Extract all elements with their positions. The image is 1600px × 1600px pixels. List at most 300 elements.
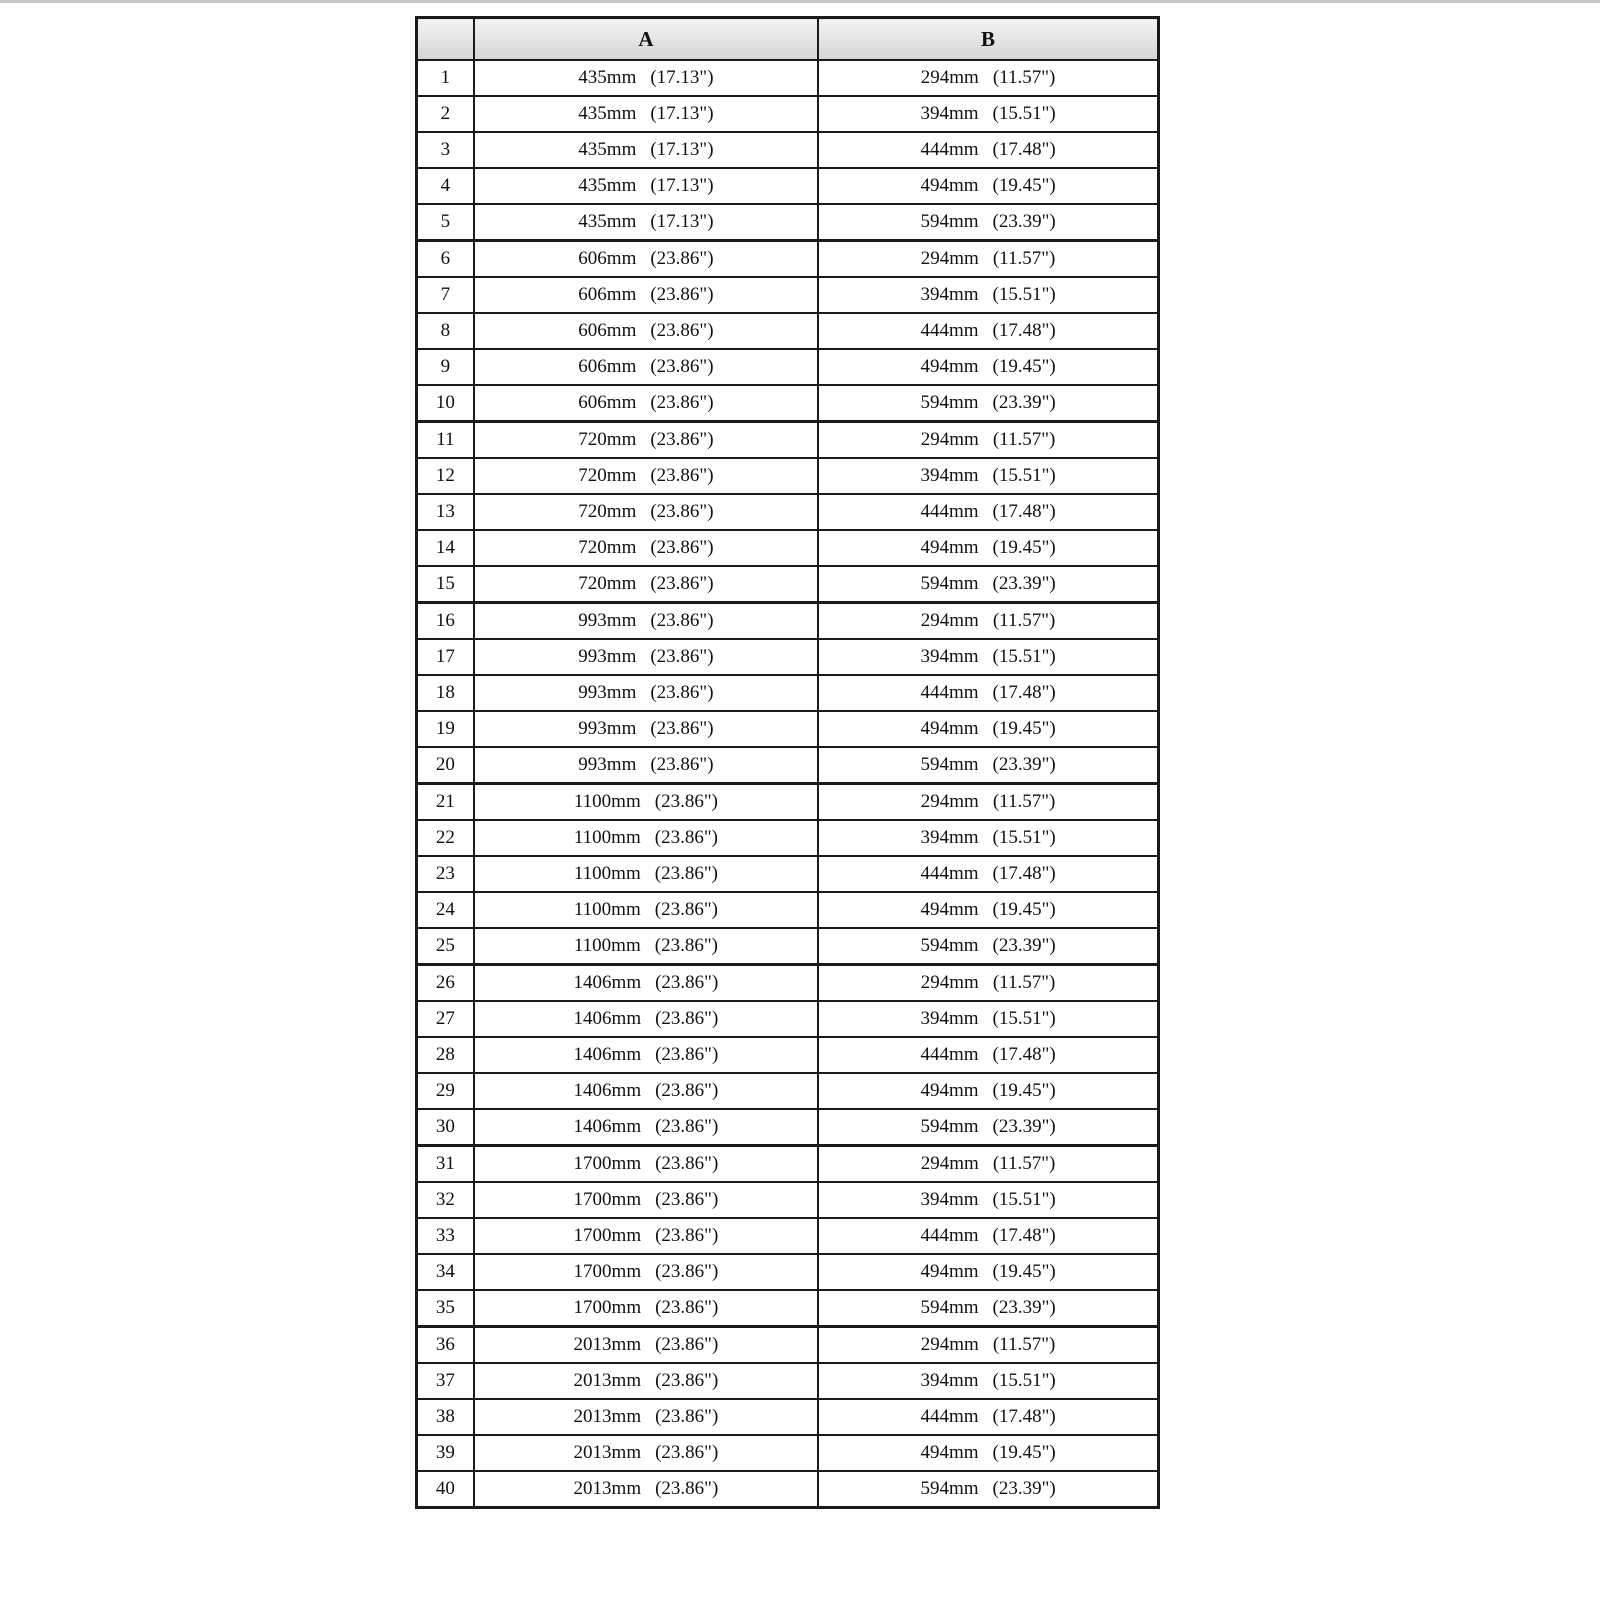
dimension-a-cell <box>474 928 818 965</box>
dimension-b-cell <box>818 1109 1158 1146</box>
dimension-b-cell <box>818 168 1158 204</box>
dimension-b-cell <box>818 711 1158 747</box>
dimension-b-cell <box>818 313 1158 349</box>
dimension-a-inches: (23.86") <box>650 646 714 667</box>
dimension-a-mm: 1406mm <box>573 1044 642 1065</box>
dimension-b-cell <box>818 603 1158 640</box>
dimension-a-mm: 606mm <box>578 356 637 377</box>
dimension-a-cell <box>474 784 818 821</box>
dimension-b-cell <box>818 458 1158 494</box>
dimension-a-cell <box>474 1218 818 1254</box>
dimension-b-mm: 494mm <box>920 718 979 739</box>
dimension-b-cell <box>818 1327 1158 1364</box>
table-row <box>417 349 1159 385</box>
dimension-b-cell <box>818 422 1158 459</box>
dimension-b-inches: (23.39") <box>992 392 1056 413</box>
dimension-b-cell <box>818 566 1158 603</box>
row-number: 19 <box>417 711 474 747</box>
dimension-b-inches: (17.48") <box>992 501 1056 522</box>
dimension-b-inches: (23.39") <box>992 1116 1056 1137</box>
dimension-b-inches: (17.48") <box>992 863 1056 884</box>
dimension-b-mm: 494mm <box>920 899 979 920</box>
dimension-a-cell <box>474 747 818 784</box>
dimension-b-mm: 444mm <box>920 1044 979 1065</box>
dimension-a-cell <box>474 1363 818 1399</box>
row-number: 32 <box>417 1182 474 1218</box>
row-number: 4 <box>417 168 474 204</box>
dimension-a-cell <box>474 1109 818 1146</box>
dimension-a-inches: (23.86") <box>655 972 719 993</box>
table-row <box>417 1435 1159 1471</box>
dimension-a-cell <box>474 313 818 349</box>
dimension-b-cell <box>818 965 1158 1002</box>
row-number: 27 <box>417 1001 474 1037</box>
table-row <box>417 675 1159 711</box>
dimension-a-inches: (17.13") <box>650 175 714 196</box>
dimension-a-mm: 993mm <box>578 610 637 631</box>
dimension-b-mm: 394mm <box>920 646 979 667</box>
dimension-b-mm: 494mm <box>920 175 979 196</box>
dimension-b-cell <box>818 1182 1158 1218</box>
dimension-b-mm: 444mm <box>920 682 979 703</box>
dimension-a-mm: 720mm <box>578 429 637 450</box>
dimension-b-mm: 594mm <box>920 1116 979 1137</box>
row-number: 39 <box>417 1435 474 1471</box>
dimension-a-inches: (23.86") <box>650 754 714 775</box>
dimension-b-mm: 294mm <box>920 610 979 631</box>
dimension-a-cell <box>474 1327 818 1364</box>
dimension-a-inches: (23.86") <box>654 935 718 956</box>
dimension-a-mm: 2013mm <box>573 1334 642 1355</box>
dimension-b-inches: (19.45") <box>992 899 1056 920</box>
header-column-a: A <box>474 18 818 61</box>
row-number: 30 <box>417 1109 474 1146</box>
dimension-a-inches: (23.86") <box>650 284 714 305</box>
row-number: 16 <box>417 603 474 640</box>
dimension-b-cell <box>818 241 1158 278</box>
dimension-a-inches: (23.86") <box>650 682 714 703</box>
dimension-a-cell <box>474 820 818 856</box>
dimension-b-mm: 594mm <box>920 1297 979 1318</box>
dimension-b-inches: (19.45") <box>992 1080 1056 1101</box>
dimension-a-inches: (23.86") <box>650 248 714 269</box>
dimension-b-cell <box>818 1399 1158 1435</box>
dimension-b-mm: 294mm <box>920 1153 979 1174</box>
dimension-b-cell <box>818 747 1158 784</box>
dimension-a-cell <box>474 892 818 928</box>
dimension-b-mm: 294mm <box>920 1334 979 1355</box>
dimension-b-mm: 594mm <box>920 1478 979 1499</box>
dimension-a-mm: 1406mm <box>573 1080 642 1101</box>
dimension-a-inches: (23.86") <box>655 1189 719 1210</box>
dimension-b-mm: 294mm <box>920 67 979 88</box>
dimension-b-cell <box>818 892 1158 928</box>
dimension-b-mm: 444mm <box>920 139 979 160</box>
dimension-b-cell <box>818 1037 1158 1073</box>
row-number: 18 <box>417 675 474 711</box>
dimension-a-cell <box>474 168 818 204</box>
dimension-a-inches: (23.86") <box>654 827 718 848</box>
dimension-a-cell <box>474 1399 818 1435</box>
table-row <box>417 241 1159 278</box>
dimension-a-mm: 606mm <box>578 320 637 341</box>
dimension-a-cell <box>474 422 818 459</box>
dimension-b-inches: (19.45") <box>992 175 1056 196</box>
dimension-b-inches: (15.51") <box>992 827 1056 848</box>
dimension-b-inches: (15.51") <box>992 646 1056 667</box>
dimension-a-inches: (23.86") <box>655 1370 719 1391</box>
dimension-a-inches: (23.86") <box>650 320 714 341</box>
table-row <box>417 1182 1159 1218</box>
dimension-b-cell <box>818 820 1158 856</box>
dimension-a-cell <box>474 277 818 313</box>
dimension-b-inches: (11.57") <box>992 1334 1056 1355</box>
dimension-a-mm: 720mm <box>578 465 637 486</box>
dimension-b-inches: (15.51") <box>992 1370 1056 1391</box>
dimension-a-mm: 435mm <box>578 175 637 196</box>
dimension-a-inches: (23.86") <box>655 1225 719 1246</box>
table-row <box>417 132 1159 168</box>
table-row <box>417 1290 1159 1327</box>
dimension-a-mm: 1700mm <box>573 1153 642 1174</box>
table-row <box>417 1001 1159 1037</box>
row-number: 24 <box>417 892 474 928</box>
dimension-a-inches: (17.13") <box>650 103 714 124</box>
dimension-b-cell <box>818 1471 1158 1508</box>
table-row <box>417 747 1159 784</box>
dimension-b-cell <box>818 349 1158 385</box>
dimension-a-cell <box>474 1037 818 1073</box>
table-row <box>417 204 1159 241</box>
dimension-a-inches: (23.86") <box>655 1478 719 1499</box>
dimension-b-mm: 594mm <box>920 754 979 775</box>
dimension-a-mm: 1700mm <box>573 1225 642 1246</box>
dimension-b-cell <box>818 1363 1158 1399</box>
table-row <box>417 1146 1159 1183</box>
dimension-b-inches: (23.39") <box>992 1297 1056 1318</box>
dimension-b-mm: 394mm <box>920 827 979 848</box>
dimension-a-inches: (23.86") <box>650 429 714 450</box>
dimension-a-cell <box>474 856 818 892</box>
dimension-b-mm: 394mm <box>920 1370 979 1391</box>
dimension-b-inches: (11.57") <box>992 429 1056 450</box>
dimension-a-mm: 2013mm <box>573 1442 642 1463</box>
dimension-a-inches: (23.86") <box>655 1442 719 1463</box>
row-number: 34 <box>417 1254 474 1290</box>
dimension-a-cell <box>474 639 818 675</box>
dimension-a-inches: (23.86") <box>655 1334 719 1355</box>
table-row <box>417 385 1159 422</box>
dimension-a-cell <box>474 603 818 640</box>
row-number: 37 <box>417 1363 474 1399</box>
dimension-b-mm: 294mm <box>920 429 979 450</box>
table-row <box>417 566 1159 603</box>
dimension-b-mm: 294mm <box>920 248 979 269</box>
table-row <box>417 422 1159 459</box>
dimension-a-cell <box>474 96 818 132</box>
dimension-b-cell <box>818 277 1158 313</box>
table-row <box>417 784 1159 821</box>
dimension-a-mm: 2013mm <box>573 1478 642 1499</box>
table-row <box>417 1399 1159 1435</box>
dimension-a-inches: (23.86") <box>650 718 714 739</box>
dimension-b-inches: (19.45") <box>992 1261 1056 1282</box>
dimension-b-cell <box>818 784 1158 821</box>
row-number: 6 <box>417 241 474 278</box>
dimension-a-mm: 720mm <box>578 501 637 522</box>
dimension-a-mm: 993mm <box>578 682 637 703</box>
row-number: 7 <box>417 277 474 313</box>
dimension-a-inches: (23.86") <box>655 1008 719 1029</box>
dimension-b-inches: (17.48") <box>992 320 1056 341</box>
dimension-a-mm: 993mm <box>578 718 637 739</box>
table-row <box>417 458 1159 494</box>
row-number: 33 <box>417 1218 474 1254</box>
dimension-b-mm: 394mm <box>920 1189 979 1210</box>
dimension-b-inches: (17.48") <box>992 682 1056 703</box>
dimension-a-mm: 993mm <box>578 646 637 667</box>
dimension-a-mm: 1100mm <box>573 899 641 920</box>
table-row <box>417 1218 1159 1254</box>
dimension-a-cell <box>474 1471 818 1508</box>
dimension-b-cell <box>818 96 1158 132</box>
table-row <box>417 1363 1159 1399</box>
dimension-b-mm: 394mm <box>920 1008 979 1029</box>
dimension-b-cell <box>818 132 1158 168</box>
table-row <box>417 168 1159 204</box>
table-row <box>417 820 1159 856</box>
dimension-a-cell <box>474 1435 818 1471</box>
dimension-b-cell <box>818 1146 1158 1183</box>
dimension-a-inches: (23.86") <box>655 1261 719 1282</box>
dimension-b-cell <box>818 204 1158 241</box>
dimension-a-cell <box>474 675 818 711</box>
row-number: 21 <box>417 784 474 821</box>
dimension-b-mm: 394mm <box>920 465 979 486</box>
dimension-a-inches: (23.86") <box>650 537 714 558</box>
dimension-b-inches: (15.51") <box>992 1189 1056 1210</box>
dimension-a-mm: 1406mm <box>573 1116 642 1137</box>
table-row <box>417 928 1159 965</box>
dimension-a-inches: (23.86") <box>655 1153 719 1174</box>
dimension-a-inches: (17.13") <box>650 211 714 232</box>
table-row <box>417 639 1159 675</box>
dimension-a-mm: 1100mm <box>573 791 641 812</box>
header-row <box>417 18 1159 61</box>
dimension-b-inches: (23.39") <box>992 935 1056 956</box>
row-number: 9 <box>417 349 474 385</box>
table-row <box>417 277 1159 313</box>
dimension-b-mm: 594mm <box>920 211 979 232</box>
dimension-b-cell <box>818 60 1158 96</box>
dimension-a-mm: 435mm <box>578 211 637 232</box>
row-number: 17 <box>417 639 474 675</box>
dimension-a-mm: 1100mm <box>573 827 641 848</box>
dimension-a-inches: (23.86") <box>654 863 718 884</box>
dimension-b-mm: 444mm <box>920 1225 979 1246</box>
dimension-a-inches: (23.86") <box>650 392 714 413</box>
table-row <box>417 965 1159 1002</box>
dimension-a-mm: 435mm <box>578 139 637 160</box>
table-row <box>417 313 1159 349</box>
table-body <box>417 60 1159 1508</box>
dimension-b-mm: 294mm <box>920 791 979 812</box>
dimension-b-mm: 494mm <box>920 356 979 377</box>
dimension-a-inches: (17.13") <box>650 67 714 88</box>
dimension-b-inches: (15.51") <box>992 284 1056 305</box>
size-table <box>415 16 1160 1509</box>
dimension-a-cell <box>474 711 818 747</box>
dimension-a-mm: 2013mm <box>573 1370 642 1391</box>
table-row <box>417 1073 1159 1109</box>
dimension-b-mm: 494mm <box>920 1442 979 1463</box>
dimension-b-mm: 444mm <box>920 863 979 884</box>
dimension-a-mm: 993mm <box>578 754 637 775</box>
table-row <box>417 530 1159 566</box>
dimension-a-cell <box>474 241 818 278</box>
dimension-b-mm: 494mm <box>920 1261 979 1282</box>
row-number: 1 <box>417 60 474 96</box>
dimension-b-inches: (17.48") <box>992 1406 1056 1427</box>
row-number: 11 <box>417 422 474 459</box>
table-row <box>417 1254 1159 1290</box>
dimension-a-mm: 1700mm <box>573 1189 642 1210</box>
dimension-a-mm: 720mm <box>578 537 637 558</box>
dimension-a-inches: (23.86") <box>655 1116 719 1137</box>
dimension-a-cell <box>474 566 818 603</box>
dimension-b-mm: 494mm <box>920 537 979 558</box>
table-row <box>417 856 1159 892</box>
dimension-a-inches: (23.86") <box>655 1044 719 1065</box>
dimension-a-mm: 606mm <box>578 392 637 413</box>
top-divider <box>0 0 1600 3</box>
row-number: 31 <box>417 1146 474 1183</box>
dimension-b-inches: (19.45") <box>992 718 1056 739</box>
dimension-b-inches: (19.45") <box>992 356 1056 377</box>
row-number: 23 <box>417 856 474 892</box>
dimension-a-mm: 1700mm <box>573 1261 642 1282</box>
dimension-a-inches: (23.86") <box>650 610 714 631</box>
dimension-a-mm: 720mm <box>578 573 637 594</box>
dimension-a-cell <box>474 530 818 566</box>
dimension-b-mm: 494mm <box>920 1080 979 1101</box>
table-row <box>417 96 1159 132</box>
dimension-a-cell <box>474 1254 818 1290</box>
dimension-b-mm: 444mm <box>920 501 979 522</box>
dimension-a-cell <box>474 1073 818 1109</box>
row-number: 36 <box>417 1327 474 1364</box>
dimension-b-inches: (11.57") <box>992 248 1056 269</box>
dimension-b-cell <box>818 1290 1158 1327</box>
row-number: 25 <box>417 928 474 965</box>
row-number: 5 <box>417 204 474 241</box>
dimension-b-inches: (23.39") <box>992 1478 1056 1499</box>
table-row <box>417 1327 1159 1364</box>
dimension-a-mm: 2013mm <box>573 1406 642 1427</box>
dimension-b-mm: 594mm <box>920 935 979 956</box>
dimension-a-cell <box>474 204 818 241</box>
dimension-a-cell <box>474 1290 818 1327</box>
dimension-a-cell <box>474 385 818 422</box>
dimension-b-cell <box>818 675 1158 711</box>
dimension-b-cell <box>818 856 1158 892</box>
dimension-a-cell <box>474 494 818 530</box>
table-row <box>417 711 1159 747</box>
dimension-b-mm: 394mm <box>920 284 979 305</box>
table-row <box>417 1471 1159 1508</box>
dimension-b-inches: (19.45") <box>992 1442 1056 1463</box>
dimension-a-mm: 1406mm <box>573 972 642 993</box>
row-number: 12 <box>417 458 474 494</box>
dimension-b-inches: (17.48") <box>992 1044 1056 1065</box>
dimension-b-mm: 444mm <box>920 320 979 341</box>
dimension-a-mm: 435mm <box>578 103 637 124</box>
dimension-b-inches: (17.48") <box>992 1225 1056 1246</box>
table-row <box>417 494 1159 530</box>
dimension-a-cell <box>474 1001 818 1037</box>
header-column-b: B <box>818 18 1158 61</box>
dimension-b-inches: (19.45") <box>992 537 1056 558</box>
dimension-b-mm: 594mm <box>920 392 979 413</box>
dimension-b-cell <box>818 639 1158 675</box>
dimension-a-inches: (23.86") <box>650 465 714 486</box>
dimension-b-inches: (11.57") <box>992 791 1056 812</box>
row-number: 15 <box>417 566 474 603</box>
dimension-a-mm: 1100mm <box>573 935 641 956</box>
row-number: 10 <box>417 385 474 422</box>
dimension-a-mm: 1100mm <box>573 863 641 884</box>
dimension-a-inches: (23.86") <box>655 1080 719 1101</box>
dimension-a-cell <box>474 132 818 168</box>
dimension-a-cell <box>474 1146 818 1183</box>
header-row-number <box>417 18 474 61</box>
row-number: 28 <box>417 1037 474 1073</box>
dimension-b-inches: (15.51") <box>992 465 1056 486</box>
dimension-b-cell <box>818 1435 1158 1471</box>
table-row <box>417 60 1159 96</box>
dimension-b-inches: (17.48") <box>992 139 1056 160</box>
row-number: 8 <box>417 313 474 349</box>
dimension-b-mm: 394mm <box>920 103 979 124</box>
dimension-b-mm: 444mm <box>920 1406 979 1427</box>
table-row <box>417 603 1159 640</box>
dimension-a-mm: 1700mm <box>573 1297 642 1318</box>
dimension-b-inches: (11.57") <box>992 1153 1056 1174</box>
dimension-a-cell <box>474 60 818 96</box>
dimension-a-cell <box>474 349 818 385</box>
dimension-b-inches: (15.51") <box>992 103 1056 124</box>
dimension-b-inches: (23.39") <box>992 754 1056 775</box>
dimension-b-cell <box>818 1218 1158 1254</box>
dimension-a-inches: (23.86") <box>655 1406 719 1427</box>
dimension-a-mm: 606mm <box>578 284 637 305</box>
dimension-b-inches: (23.39") <box>992 211 1056 232</box>
row-number: 22 <box>417 820 474 856</box>
dimension-a-cell <box>474 965 818 1002</box>
row-number: 3 <box>417 132 474 168</box>
dimension-b-cell <box>818 1001 1158 1037</box>
dimension-a-inches: (23.86") <box>650 501 714 522</box>
dimension-a-mm: 606mm <box>578 248 637 269</box>
dimension-a-cell <box>474 1182 818 1218</box>
dimension-b-cell <box>818 1073 1158 1109</box>
dimension-a-inches: (23.86") <box>650 356 714 377</box>
dimension-b-inches: (11.57") <box>992 972 1056 993</box>
dimension-b-inches: (15.51") <box>992 1008 1056 1029</box>
dimension-a-inches: (23.86") <box>654 791 718 812</box>
dimension-b-cell <box>818 494 1158 530</box>
row-number: 2 <box>417 96 474 132</box>
